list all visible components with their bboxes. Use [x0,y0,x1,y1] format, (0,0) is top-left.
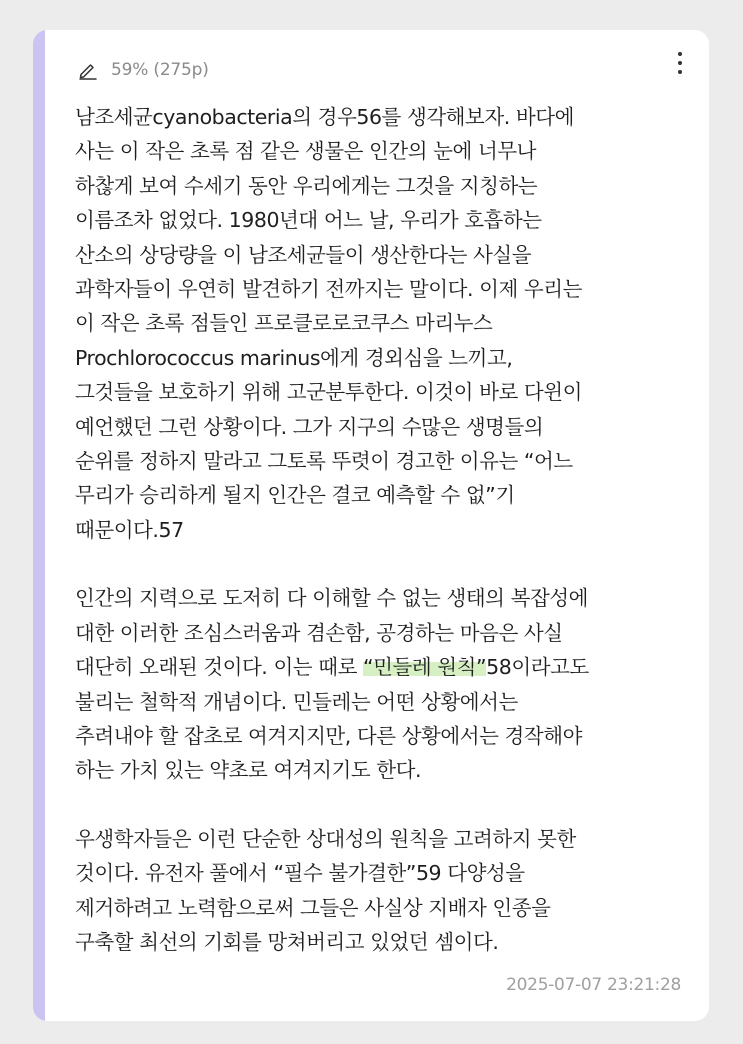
text-line: 하는 가치 있는 약초로 여겨지기도 한다. [75,758,422,783]
text-line: 사는 이 작은 초록 점 같은 생물은 인간의 눈에 너무나 [75,139,537,164]
text-line: 하찮게 보여 수세기 동안 우리에게는 그것을 지칭하는 [75,173,538,198]
text-line: 이름조차 없었다. 1980년대 어느 날, 우리가 호흡하는 [75,208,542,233]
text-line: 남조세균cyanobacteria의 경우56를 생각해보자. 바다에 [75,105,574,129]
more-vertical-icon[interactable] [673,52,687,80]
note-content [75,100,695,993]
text-line: 구축할 최선의 기회를 망쳐버리고 있었던 셈이다. [75,929,499,954]
text-line: 우생학자들은 이런 단순한 상대성의 원칙을 고려하지 못한 [75,826,576,851]
text-line: 인간의 지력으로 도저히 다 이해할 수 없는 생태의 복잡성에 [75,586,589,611]
text-line: 추려내야 할 잡초로 여겨지지만, 다른 상황에서는 경작해야 [75,723,582,748]
text-line: 그것들을 보호하기 위해 고군분투한다. 이것이 바로 다윈이 [75,380,582,405]
text-line: 무리가 승리하게 될지 인간은 결코 예측할 수 없”기 [75,483,515,508]
progress-text: 59% (275p) [111,60,209,80]
text-line: 산소의 상당량을 이 남조세균들이 생산한다는 사실을 [75,242,532,267]
highlight-mark[interactable]: “민들레 원칙” [363,655,487,680]
highlighted-text-line [75,650,695,684]
text-line: 대한 이러한 조심스러움과 겸손함, 공경하는 마음은 사실 [75,620,563,645]
paragraph-2 [75,581,695,787]
accent-bar [33,30,45,1021]
text-line: 예언했던 그런 상황이다. 그가 지구의 수많은 생명들의 [75,414,544,439]
text-segment: 대단히 오래된 것이다. 이는 때로 [75,655,363,680]
text-line: 것이다. 유전자 풀에서 “필수 불가결한”59 다양성을 [75,861,525,886]
timestamp: 2025-07-07 23:21:28 [506,975,681,995]
text-line: 때문이다.57 [75,517,184,542]
text-line: 제거하려고 노력함으로써 그들은 사실상 지배자 인종을 [75,895,551,920]
paragraph-1 [75,100,695,547]
text-line: 과학자들이 우연히 발견하기 전까지는 말이다. 이제 우리는 [75,277,582,302]
paragraph-3 [75,822,695,960]
pencil-icon[interactable] [77,59,99,81]
text-line: Prochlorococcus marinus에게 경외심을 느끼고, [75,345,513,370]
note-card[interactable] [33,30,709,1021]
text-line: 불리는 철학적 개념이다. 민들레는 어떤 상황에서는 [75,689,518,714]
note-meta [77,59,209,81]
text-line: 순위를 정하지 말라고 그토록 뚜렷이 경고한 이유는 “어느 [75,449,573,474]
text-line: 이 작은 초록 점들인 프로클로로코쿠스 마리누스 [75,311,493,336]
text-segment: 58이라고도 [486,655,589,680]
